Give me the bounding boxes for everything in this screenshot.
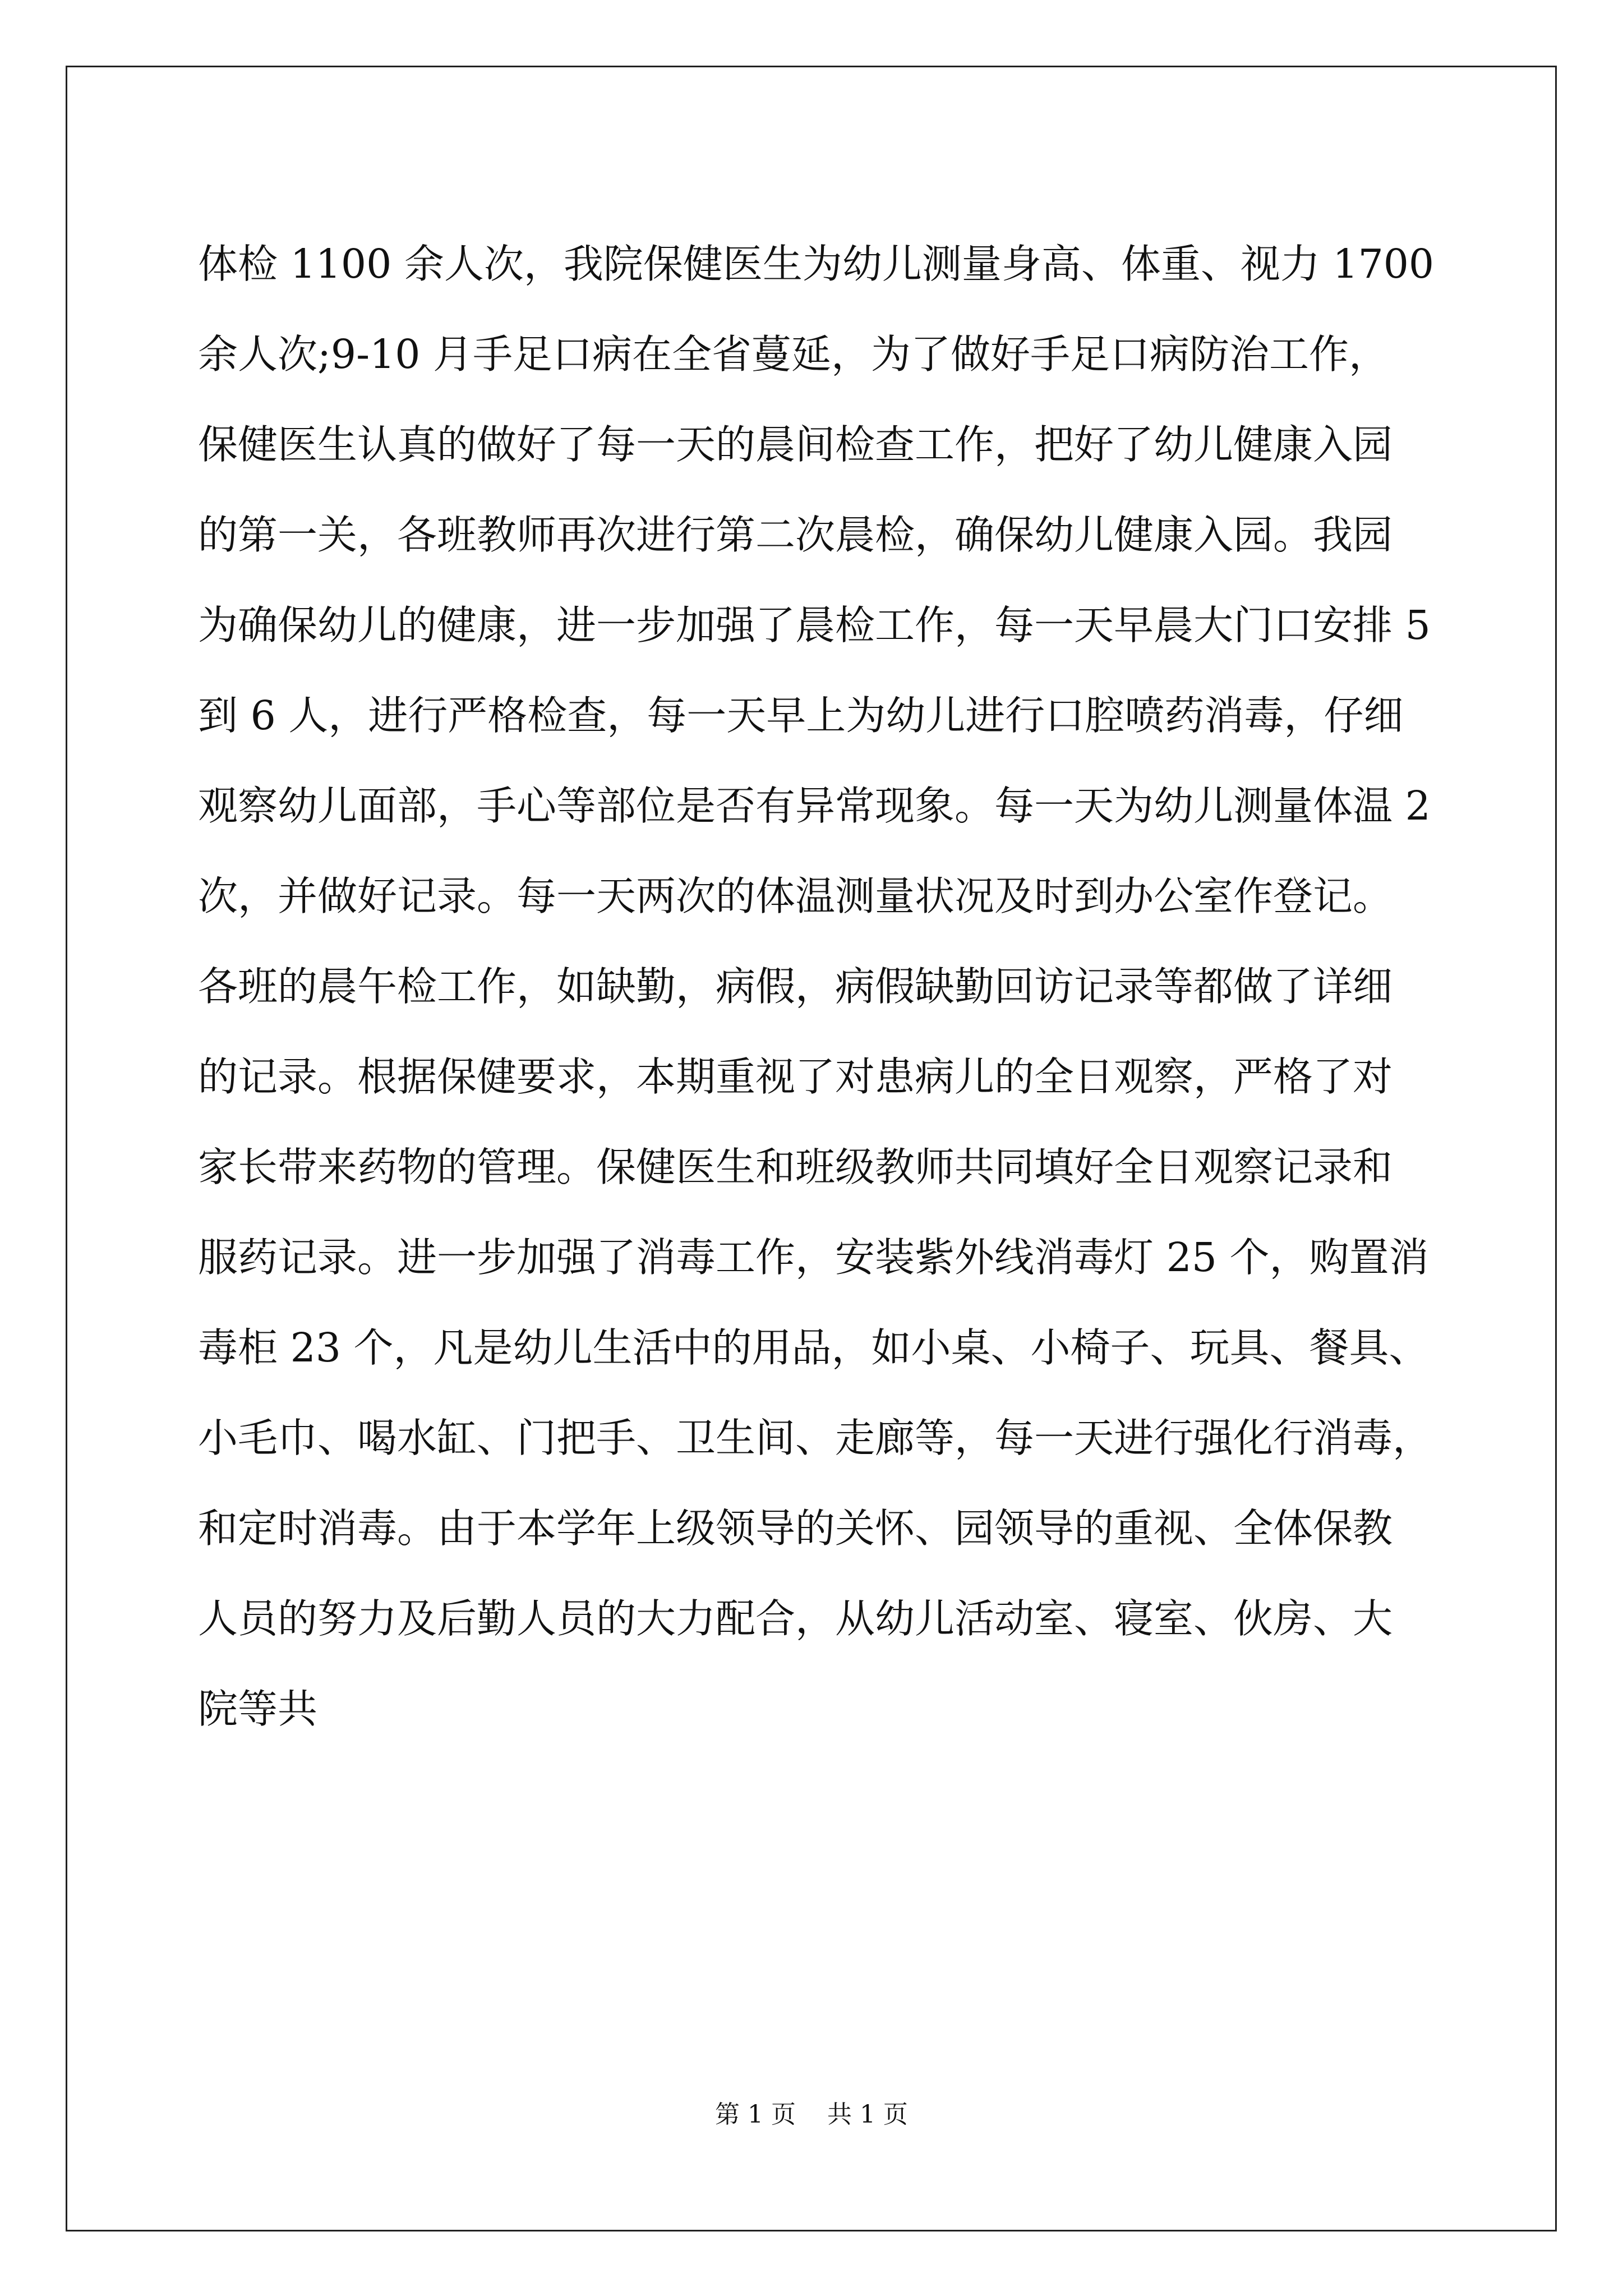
body-line: 观察幼儿面部，手心等部位是否有异常现象。每一天为幼儿测量体温 2 bbox=[198, 783, 1431, 829]
body-line: 毒柜 23 个，凡是幼儿生活中的用品，如小桌、小椅子、玩具、餐具、 bbox=[198, 1324, 1429, 1371]
body-line: 的记录。根据保健要求，本期重视了对患病儿的全日观察，严格了对 bbox=[198, 1053, 1393, 1100]
body-line: 和定时消毒。由于本学年上级领导的关怀、园领导的重视、全体保教 bbox=[198, 1505, 1393, 1552]
body-line: 为确保幼儿的健康，进一步加强了晨检工作，每一天早晨大门口安排 5 bbox=[198, 602, 1431, 648]
body-line: 余人次;9-10 月手足口病在全省蔓延，为了做好手足口病防治工作， bbox=[198, 331, 1389, 378]
body-line: 小毛巾、喝水缸、门把手、卫生间、走廊等，每一天进行强化行消毒， bbox=[198, 1415, 1433, 1461]
body-line: 院等共 bbox=[198, 1686, 318, 1732]
document-body bbox=[198, 219, 1435, 1754]
body-line: 保健医生认真的做好了每一天的晨间检查工作，把好了幼儿健康入园 bbox=[198, 421, 1393, 468]
body-line: 人员的努力及后勤人员的大力配合，从幼儿活动室、寝室、伙房、大 bbox=[198, 1595, 1393, 1642]
page-number-footer: 第 1 页 共 1 页 bbox=[715, 2100, 908, 2129]
body-line: 到 6 人，进行严格检查，每一天早上为幼儿进行口腔喷药消毒，仔细 bbox=[198, 692, 1404, 739]
body-line: 体检 1100 余人次，我院保健医生为幼儿测量身高、体重、视力 1700 bbox=[198, 241, 1435, 287]
body-line: 的第一关，各班教师再次进行第二次晨检，确保幼儿健康入园。我园 bbox=[198, 512, 1393, 558]
body-line: 家长带来药物的管理。保健医生和班级教师共同填好全日观察记录和 bbox=[198, 1144, 1393, 1190]
body-line: 服药记录。进一步加强了消毒工作，安装紫外线消毒灯 25 个，购置消 bbox=[198, 1234, 1429, 1281]
body-line: 各班的晨午检工作，如缺勤，病假，病假缺勤回访记录等都做了详细 bbox=[198, 963, 1393, 1010]
body-line: 次，并做好记录。每一天两次的体温测量状况及时到办公室作登记。 bbox=[198, 873, 1393, 919]
